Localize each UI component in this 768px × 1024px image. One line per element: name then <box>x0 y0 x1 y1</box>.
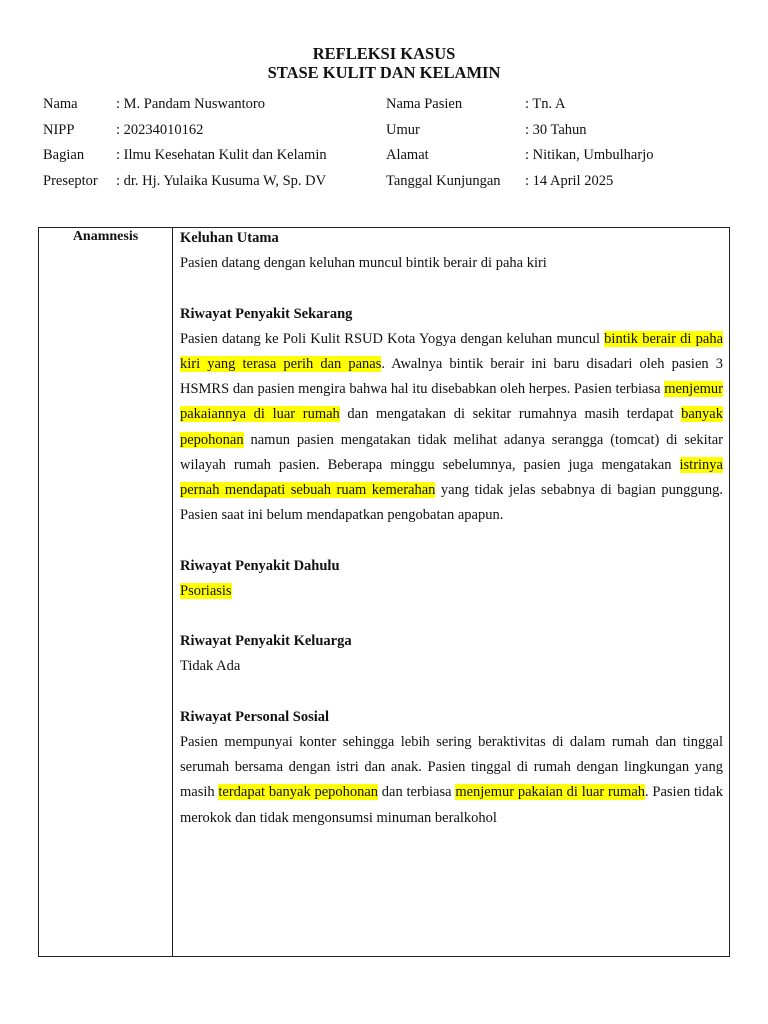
alamat-label: Alamat <box>386 147 429 163</box>
highlight: Psoriasis <box>180 582 232 599</box>
rpk-text: Tidak Ada <box>180 658 241 675</box>
highlight: istrinya pernah mendapati sebuah ruam kemerahan <box>180 456 723 499</box>
preseptor-label: Preseptor <box>43 173 98 189</box>
keluhan-utama-text: Pasien datang dengan keluhan muncul bintik berair di paha kiri <box>180 255 547 272</box>
umur-label: Umur <box>386 122 420 138</box>
nipp-label: NIPP <box>43 122 75 138</box>
rpsos-heading: Riwayat Personal Sosial <box>180 708 330 725</box>
alamat-value: : Nitikan, Umbulharjo <box>525 147 654 163</box>
nama-pasien-value: : Tn. A <box>525 96 566 112</box>
nama-value: : M. Pandam Nuswantoro <box>116 96 266 112</box>
bagian-value: : Ilmu Kesehatan Kulit dan Kelamin <box>116 147 327 163</box>
nama-pasien-label: Nama Pasien <box>386 96 463 112</box>
rps-paragraph: Pasien datang ke Poli Kulit RSUD Kota Yogya dengan keluhan muncul bintik berair di paha kiri yang terasa perih dan panas. Awalnya bintik berair ini baru disadari oleh pasien 3 HSMRS dan pasien mengira bahwa hal itu disebabkan oleh herpes. Pasien terbiasa menjemur pakaiannya di luar rumah dan mengatakan di sekitar rumahnya masih terdapat banyak pepohonan namun pasien mengatakan tidak melihat adanya serangga (tomcat) di sekitar wilayah rumah pasien. Beberapa minggu sebelumnya, pasien juga mengatakan istrinya pernah mendapati sebuah ruam kemerahan yang tidak jelas sebabnya di bagian punggung. Pasien saat ini belum mendapatkan pengobatan apapun. <box>180 330 724 524</box>
keluhan-utama-heading: Keluhan Utama <box>180 230 279 246</box>
rps-heading: Riwayat Penyakit Sekarang <box>180 305 353 322</box>
highlight: bintik berair di paha kiri yang terasa perih dan panas <box>180 330 724 372</box>
rpsos-paragraph: Pasien mempunyai konter sehingga lebih sering beraktivitas di dalam rumah dan tinggal serumah bersama dengan istri dan anak. Pasien tinggal di rumah dengan lingkungan yang masih terdapat banyak pepohonan dan terbiasa menjemur pakaian di luar rumah. Pasien tidak merokok dan tidak mengonsumsi minuman beralkohol <box>180 734 723 826</box>
document-title: REFLEKSI KASUS <box>312 44 456 63</box>
umur-value: : 30 Tahun <box>525 122 587 138</box>
highlight: menjemur pakaian di luar rumah <box>455 784 646 801</box>
preseptor-value: : dr. Hj. Yulaika Kusuma W, Sp. DV <box>116 173 327 189</box>
rpd-text <box>180 579 723 604</box>
highlight: menjemur pakaiannya di luar rumah <box>180 381 723 423</box>
anamnesis-content <box>180 226 723 831</box>
nipp-value: : 20234010162 <box>116 122 204 138</box>
document-subtitle: STASE KULIT DAN KELAMIN <box>267 63 501 82</box>
highlight: terdapat banyak pepohonan <box>218 784 379 801</box>
tanggal-kunjungan-label: Tanggal Kunjungan <box>386 173 501 189</box>
rpk-heading: Riwayat Penyakit Keluarga <box>180 633 352 650</box>
tanggal-kunjungan-value: : 14 April 2025 <box>525 173 614 189</box>
highlight: banyak pepohonan <box>180 406 723 448</box>
table-column-divider <box>172 227 173 957</box>
rpd-heading: Riwayat Penyakit Dahulu <box>180 557 340 574</box>
anamnesis-label: Anamnesis <box>72 229 139 244</box>
bagian-label: Bagian <box>43 147 85 163</box>
nama-label: Nama <box>43 96 78 112</box>
